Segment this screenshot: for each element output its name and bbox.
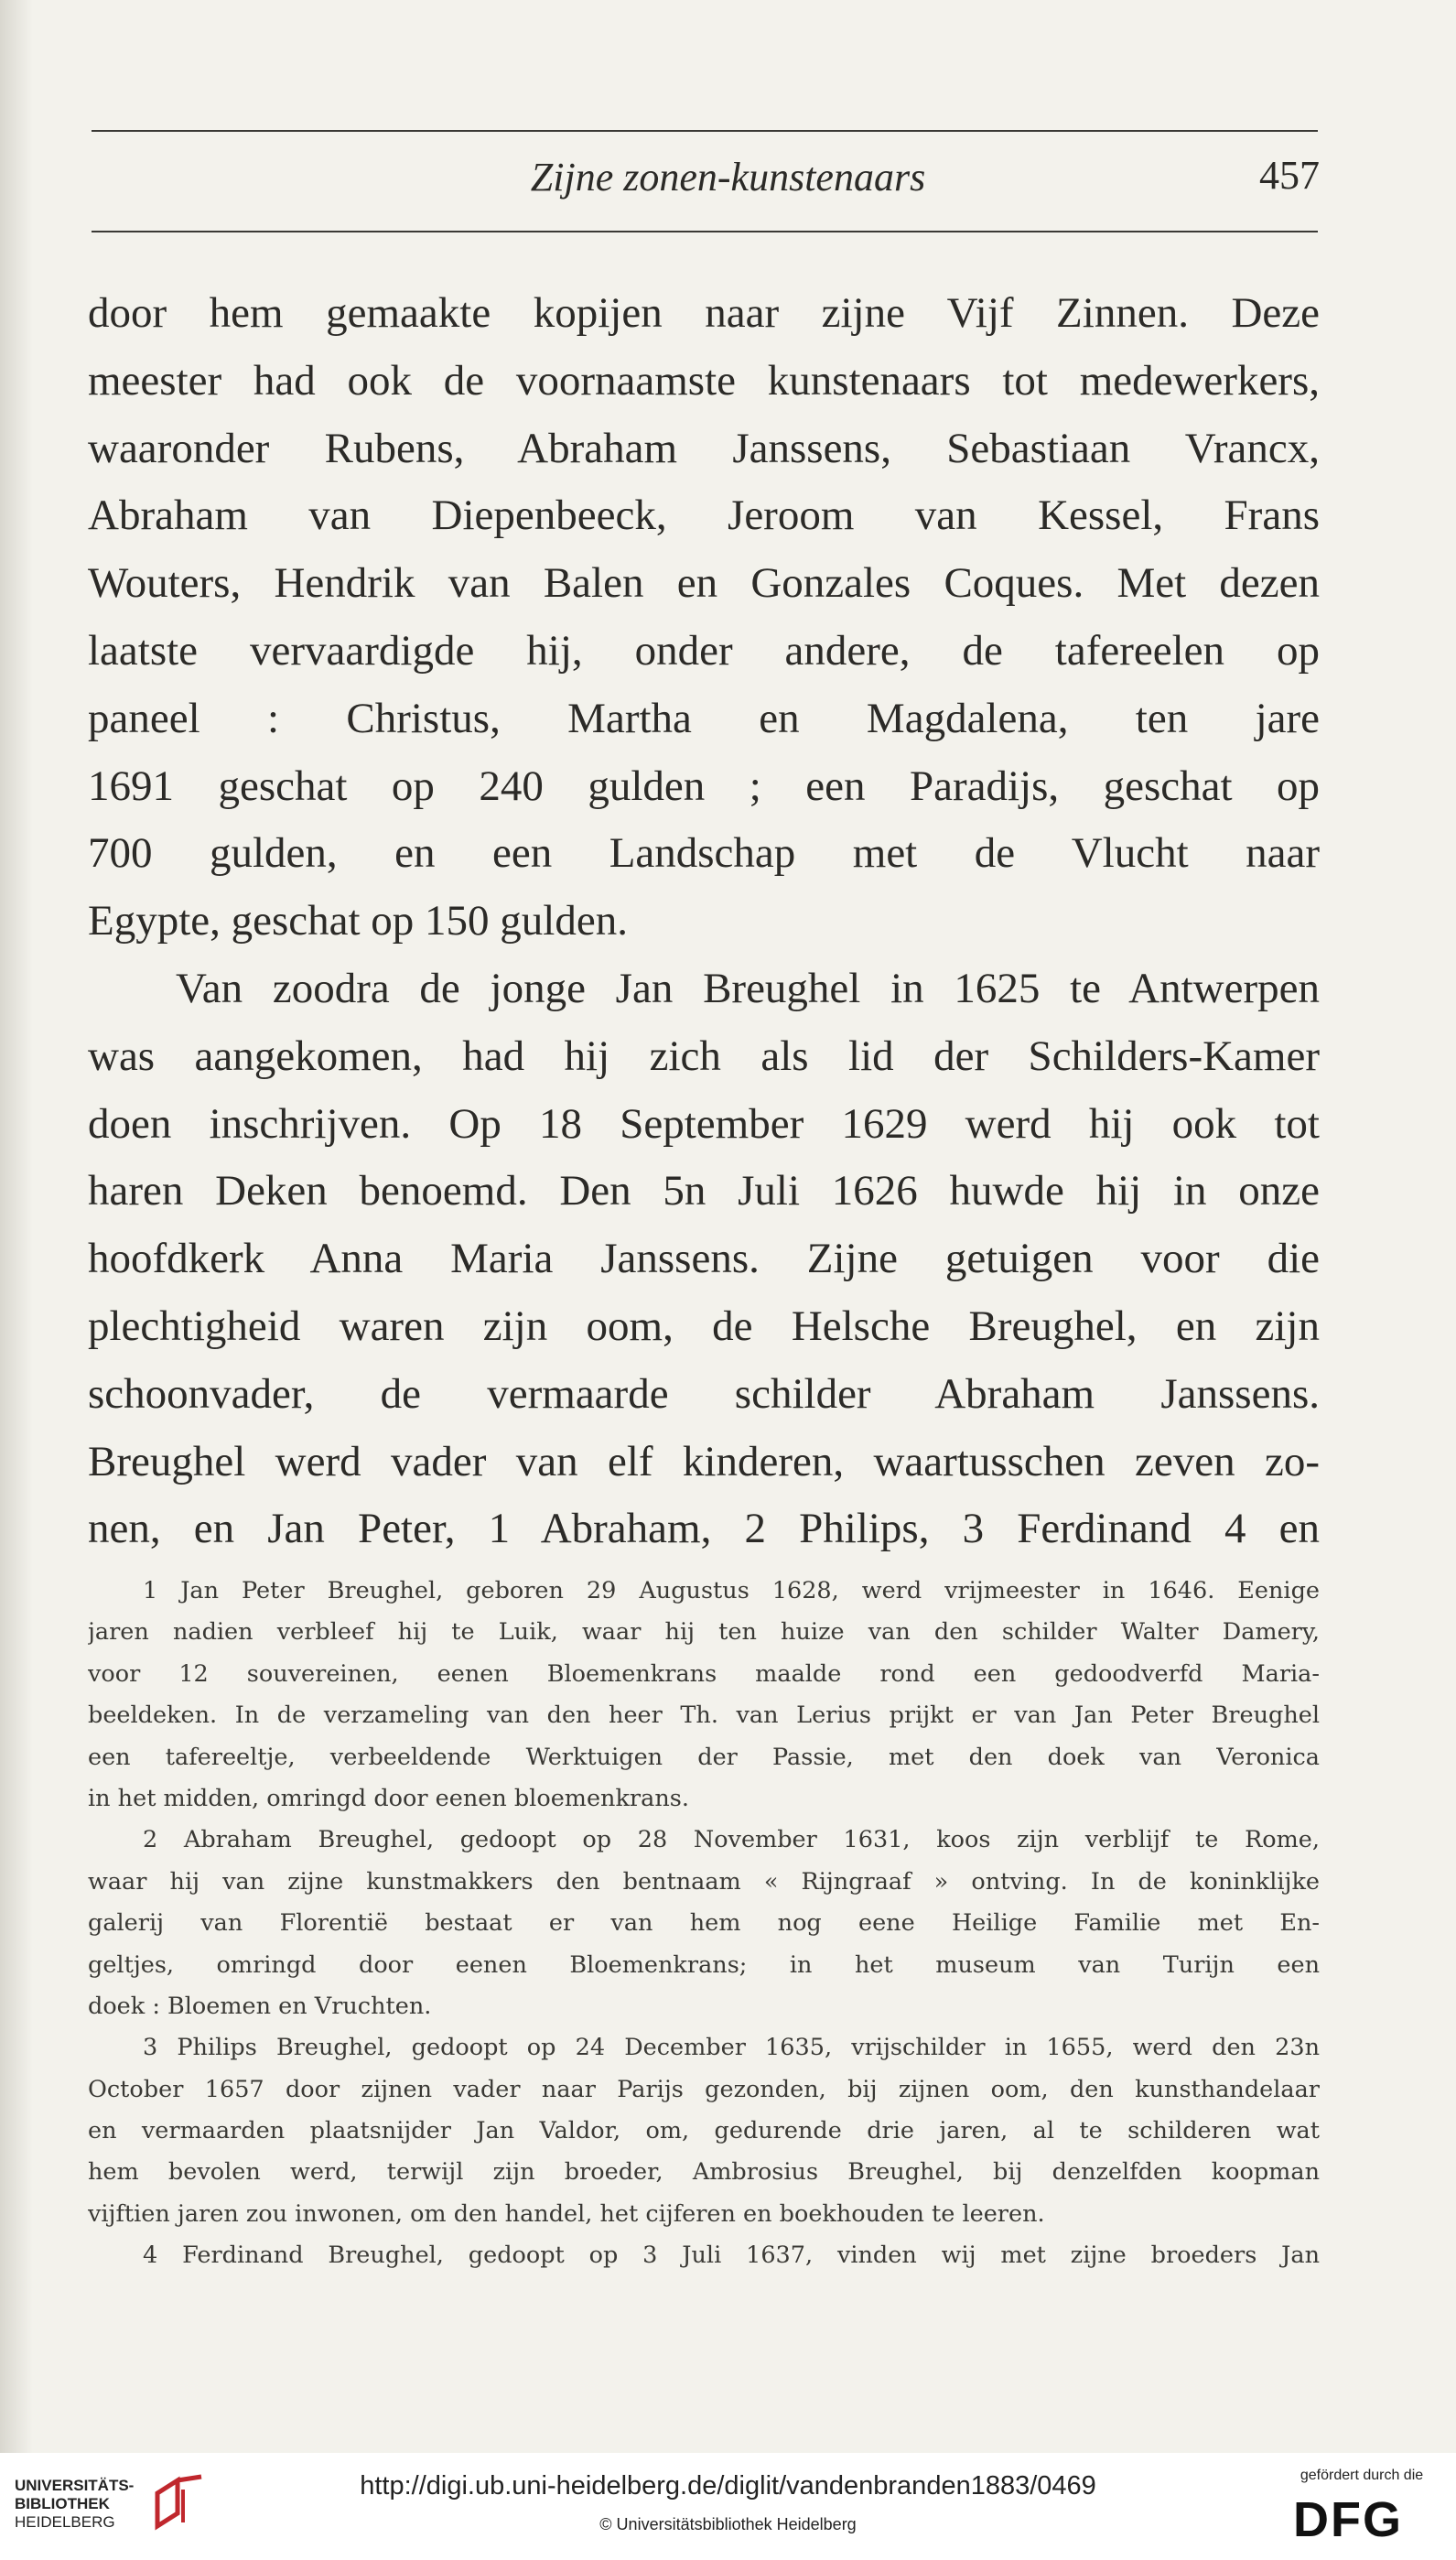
- text-line: meester had ook de voornaamste kunstenaars tot medewerkers,: [88, 356, 1320, 405]
- logo-text-line1: UNIVERSITÄTS-: [15, 2477, 135, 2494]
- footnote-line: een tafereeltje, verbeeldende Werktuigen der Passie, met den doek van Veronica: [88, 1743, 1320, 1771]
- text-line: doen inschrijven. Op 18 September 1629 werd hij ook tot: [88, 1099, 1320, 1148]
- footnote-line: October 1657 door zijnen vader naar Parijs gezonden, bij zijnen oom, den kunsthandelaar: [88, 2075, 1320, 2103]
- text-line: paneel : Christus, Martha en Magdalena, ten jare: [88, 694, 1320, 742]
- footnote-line: en vermaarden plaatsnijder Jan Valdor, om, gedurende drie jaren, al te schilderen wat: [88, 2117, 1320, 2145]
- footnote-line: galerij van Florentië bestaat er van hem nog eene Heilige Familie met En-: [88, 1909, 1320, 1938]
- digitization-footer: [0, 2453, 1456, 2560]
- permalink-url[interactable]: http://digi.ub.uni-heidelberg.de/diglit/vandenbranden1883/0469: [360, 2471, 1096, 2501]
- footnote-line: beeldeken. In de verzameling van den heer Th. van Lerius prijkt er van Jan Peter Breughel: [88, 1701, 1320, 1730]
- text-line: Abraham van Diepenbeeck, Jeroom van Kessel, Frans: [88, 491, 1320, 540]
- main-text: [88, 280, 1320, 1563]
- text-line: 1691 geschat op 240 gulden ; een Paradijs, geschat op: [88, 762, 1320, 810]
- footnotes: [88, 1571, 1320, 2277]
- footnote-line: geltjes, omringd door eenen Bloemenkrans; in het museum van Turijn een: [88, 1950, 1320, 1979]
- text-line: Van zoodra de jonge Jan Breughel in 1625 te Antwerpen: [176, 964, 1320, 1012]
- copyright-notice: © Universitätsbibliothek Heidelberg: [599, 2515, 857, 2533]
- footnote-line: in het midden, omringd door eenen bloemenkrans.: [88, 1784, 689, 1812]
- text-line: was aangekomen, had hij zich als lid der Schilders-Kamer: [88, 1032, 1320, 1080]
- page-number: 457: [1259, 153, 1320, 198]
- text-line: hoofdkerk Anna Maria Janssens. Zijne getuigen voor die: [88, 1235, 1320, 1283]
- text-line: haren Deken benoemd. Den 5n Juli 1626 huwde hij in onze: [88, 1167, 1320, 1215]
- header-rule-bottom: [92, 231, 1318, 232]
- text-line: 700 gulden, en een Landschap met de Vlucht naar: [88, 829, 1320, 878]
- text-line: door hem gemaakte kopijen naar zijne Vijf Zinnen. Deze: [88, 289, 1320, 337]
- footnote-line: vijftien jaren zou inwonen, om den handel, het cijferen en boekhouden te leeren.: [88, 2199, 1045, 2228]
- footnote-line: 1 Jan Peter Breughel, geboren 29 Augustus 1628, werd vrijmeester in 1646. Eenige: [143, 1577, 1320, 1604]
- footnote-line: 2 Abraham Breughel, gedoopt op 28 November 1631, koos zijn verblijf te Rome,: [143, 1826, 1320, 1854]
- header-rule-top: [92, 130, 1318, 132]
- running-header-title: Zijne zonen-kunstenaars: [530, 155, 926, 200]
- footnote-line: waar hij van zijne kunstmakkers den bentnaam « Rijngraaf » ontving. In de koninklijke: [88, 1867, 1320, 1896]
- text-line: plechtigheid waren zijn oom, de Helsche Breughel, en zijn: [88, 1302, 1320, 1350]
- footnote-line: 3 Philips Breughel, gedoopt op 24 December 1635, vrijschilder in 1655, werd den 23n: [143, 2034, 1320, 2062]
- text-line: Egypte, geschat op 150 gulden.: [88, 897, 628, 945]
- text-line: waaronder Rubens, Abraham Janssens, Sebastiaan Vrancx,: [88, 424, 1320, 472]
- page-edge-shadow: [0, 0, 33, 2453]
- footnote-line: doek : Bloemen en Vruchten.: [88, 1992, 432, 2020]
- logo-text-line3: HEIDELBERG: [15, 2513, 115, 2531]
- text-line: Breughel werd vader van elf kinderen, waartusschen zeven zo-: [88, 1437, 1320, 1485]
- footnote-line: hem bevolen werd, terwijl zijn broeder, Ambrosius Breughel, bij denzelfden koopman: [88, 2158, 1320, 2187]
- funding-label: gefördert durch die: [1300, 2468, 1424, 2483]
- text-line: nen, en Jan Peter, 1 Abraham, 2 Philips, 3 Ferdinand 4 en: [88, 1505, 1320, 1553]
- logo-text-line2: BIBLIOTHEK: [15, 2495, 110, 2512]
- dfg-logo: DFG: [1293, 2492, 1403, 2547]
- footnote-line: voor 12 souvereinen, eenen Bloemenkrans maalde rond een gedoodverfd Maria-: [88, 1659, 1320, 1688]
- footnote-line: jaren nadien verbleef hij te Luik, waar hij ten huize van den schilder Walter Damery,: [88, 1618, 1320, 1647]
- text-line: schoonvader, de vermaarde schilder Abraham Janssens.: [88, 1369, 1320, 1418]
- footnote-line: 4 Ferdinand Breughel, gedoopt op 3 Juli 1637, vinden wij met zijne broeders Jan: [143, 2241, 1320, 2270]
- text-line: laatste vervaardigde hij, onder andere, de tafereelen op: [88, 626, 1320, 675]
- text-line: Wouters, Hendrik van Balen en Gonzales Coques. Met dezen: [88, 559, 1320, 608]
